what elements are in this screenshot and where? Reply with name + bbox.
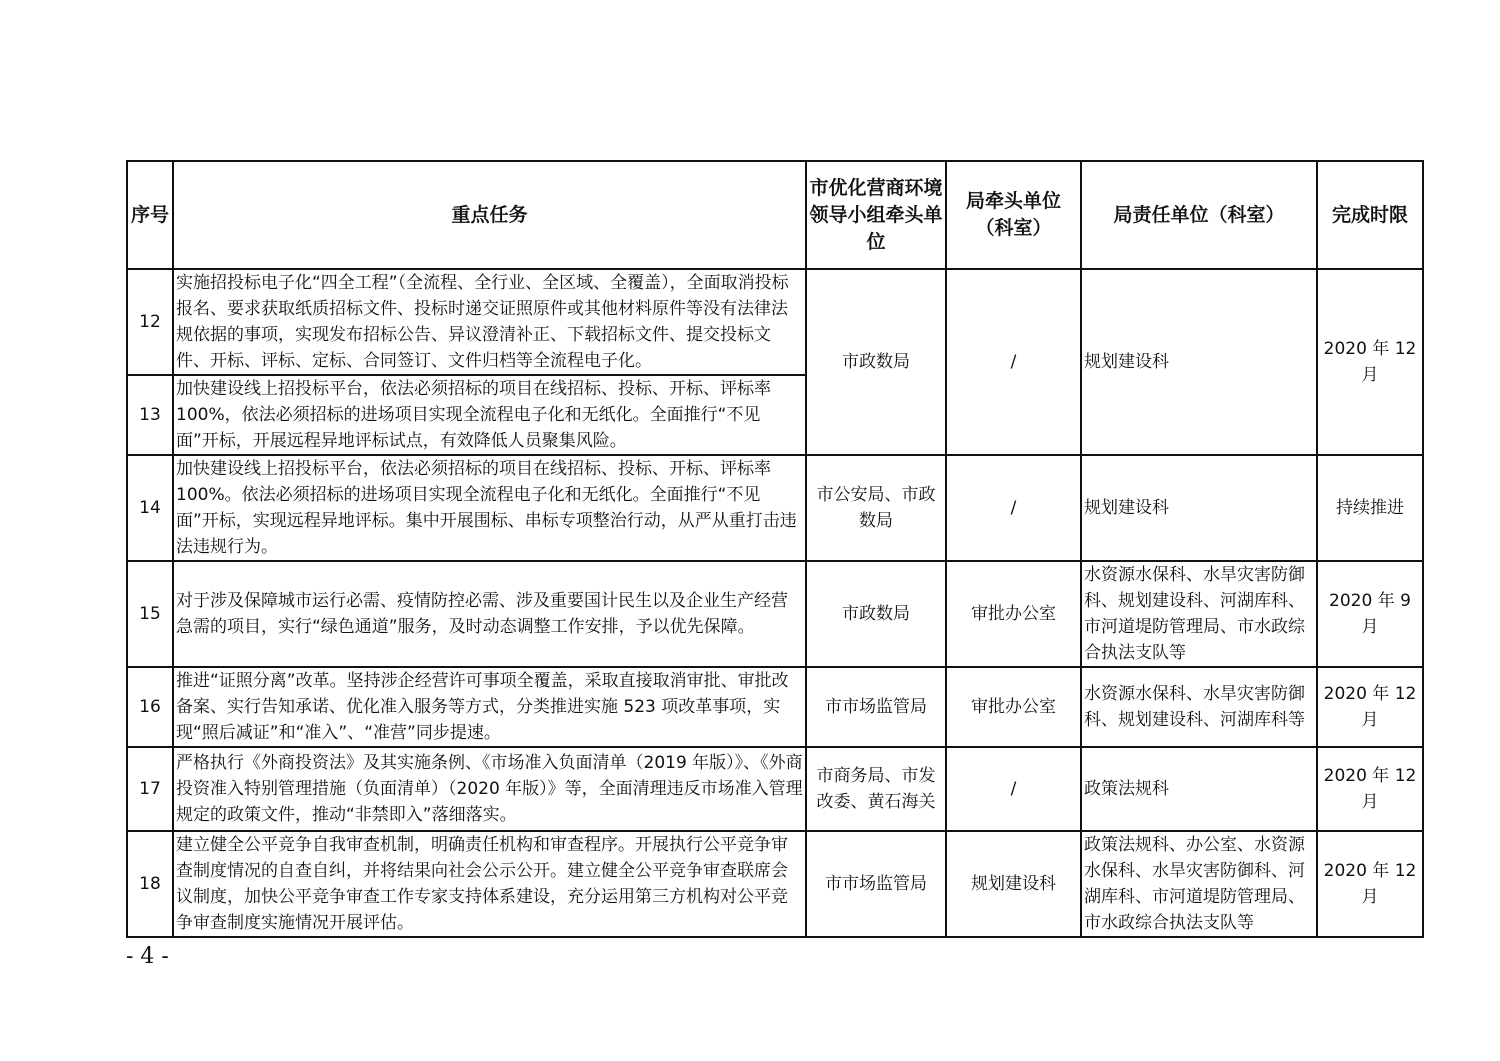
header-lead: 市优化营商环境领导小组牵头单位 bbox=[806, 161, 946, 269]
table-row-14 bbox=[127, 455, 1423, 561]
table-row-15 bbox=[127, 561, 1423, 667]
header-num: 序号 bbox=[127, 161, 173, 269]
responsible-unit: 政策法规科、办公室、水资源水保科、水旱灾害防御科、河湖库科、市河道堤防管理局、市水政综合执法支队等 bbox=[1081, 831, 1317, 937]
table-row-16 bbox=[127, 667, 1423, 747]
responsible-unit: 规划建设科 bbox=[1081, 455, 1317, 561]
lead-unit: 市市场监管局 bbox=[806, 831, 946, 937]
row-number: 15 bbox=[127, 561, 173, 667]
deadline: 2020 年 12 月 bbox=[1317, 747, 1423, 831]
table-row-12 bbox=[127, 269, 1423, 375]
header-bureau-lead: 局牵头单位（科室） bbox=[946, 161, 1081, 269]
header-task: 重点任务 bbox=[173, 161, 806, 269]
task-text: 对于涉及保障城市运行必需、疫情防控必需、涉及重要国计民生以及企业生产经营急需的项目，实行“绿色通道”服务，及时动态调整工作安排，予以优先保障。 bbox=[173, 561, 806, 667]
task-text: 严格执行《外商投资法》及其实施条例、《市场准入负面清单（2019 年版）》、《外商投资准入特别管理措施（负面清单）（2020 年版）》等，全面清理违反市场准入管理规定的政策文件，推动“非禁即入”落细落实。 bbox=[173, 747, 806, 831]
bureau-lead-unit: / bbox=[946, 269, 1081, 455]
lead-unit: 市公安局、市政数局 bbox=[806, 455, 946, 561]
row-number: 18 bbox=[127, 831, 173, 937]
bureau-lead-unit: / bbox=[946, 747, 1081, 831]
task-text: 加快建设线上招投标平台，依法必须招标的项目在线招标、投标、开标、评标率100%，依法必须招标的进场项目实现全流程电子化和无纸化。全面推行“不见面”开标，开展远程异地评标试点，有效降低人员聚集风险。 bbox=[173, 375, 806, 455]
task-text: 推进“证照分离”改革。坚持涉企经营许可事项全覆盖，采取直接取消审批、审批改备案、实行告知承诺、优化准入服务等方式，分类推进实施 523 项改革事项，实现“照后减证”和“准入”、“准营”同步提速。 bbox=[173, 667, 806, 747]
bureau-lead-unit: 审批办公室 bbox=[946, 667, 1081, 747]
task-text: 加快建设线上招投标平台，依法必须招标的项目在线招标、投标、开标、评标率100%。依法必须招标的进场项目实现全流程电子化和无纸化。全面推行“不见面”开标，实现远程异地评标。集中开展围标、串标专项整治行动，从严从重打击违法违规行为。 bbox=[173, 455, 806, 561]
header-responsible: 局责任单位（科室） bbox=[1081, 161, 1317, 269]
deadline: 2020 年 12 月 bbox=[1317, 831, 1423, 937]
responsible-unit: 水资源水保科、水旱灾害防御科、规划建设科、河湖库科、市河道堤防管理局、市水政综合执法支队等 bbox=[1081, 561, 1317, 667]
header-row bbox=[127, 161, 1423, 269]
deadline: 2020 年 12 月 bbox=[1317, 269, 1423, 455]
row-number: 12 bbox=[127, 269, 173, 375]
row-number: 14 bbox=[127, 455, 173, 561]
lead-unit: 市政数局 bbox=[806, 561, 946, 667]
deadline: 2020 年 9 月 bbox=[1317, 561, 1423, 667]
bureau-lead-unit: 规划建设科 bbox=[946, 831, 1081, 937]
lead-unit: 市政数局 bbox=[806, 269, 946, 455]
row-number: 13 bbox=[127, 375, 173, 455]
responsible-unit: 政策法规科 bbox=[1081, 747, 1317, 831]
responsible-unit: 水资源水保科、水旱灾害防御科、规划建设科、河湖库科等 bbox=[1081, 667, 1317, 747]
header-deadline: 完成时限 bbox=[1317, 161, 1423, 269]
deadline: 持续推进 bbox=[1317, 455, 1423, 561]
deadline: 2020 年 12 月 bbox=[1317, 667, 1423, 747]
lead-unit: 市商务局、市发改委、黄石海关 bbox=[806, 747, 946, 831]
row-number: 16 bbox=[127, 667, 173, 747]
page-number: - 4 - bbox=[126, 944, 169, 969]
task-text: 实施招投标电子化“四全工程”（全流程、全行业、全区域、全覆盖），全面取消投标报名、要求获取纸质招标文件、投标时递交证照原件或其他材料原件等没有法律法规依据的事项，实现发布招标公告、异议澄清补正、下载招标文件、提交投标文件、开标、评标、定标、合同签订、文件归档等全流程电子化。 bbox=[173, 269, 806, 375]
bureau-lead-unit: 审批办公室 bbox=[946, 561, 1081, 667]
lead-unit: 市市场监管局 bbox=[806, 667, 946, 747]
row-number: 17 bbox=[127, 747, 173, 831]
task-text: 建立健全公平竞争自我审查机制，明确责任机构和审查程序。开展执行公平竞争审查制度情况的自查自纠，并将结果向社会公示公开。建立健全公平竞争审查联席会议制度，加快公平竞争审查工作专家支持体系建设，充分运用第三方机构对公平竞争审查制度实施情况开展评估。 bbox=[173, 831, 806, 937]
responsible-unit: 规划建设科 bbox=[1081, 269, 1317, 455]
table-row-17 bbox=[127, 747, 1423, 831]
task-table bbox=[126, 160, 1424, 938]
bureau-lead-unit: / bbox=[946, 455, 1081, 561]
table-row-18 bbox=[127, 831, 1423, 937]
